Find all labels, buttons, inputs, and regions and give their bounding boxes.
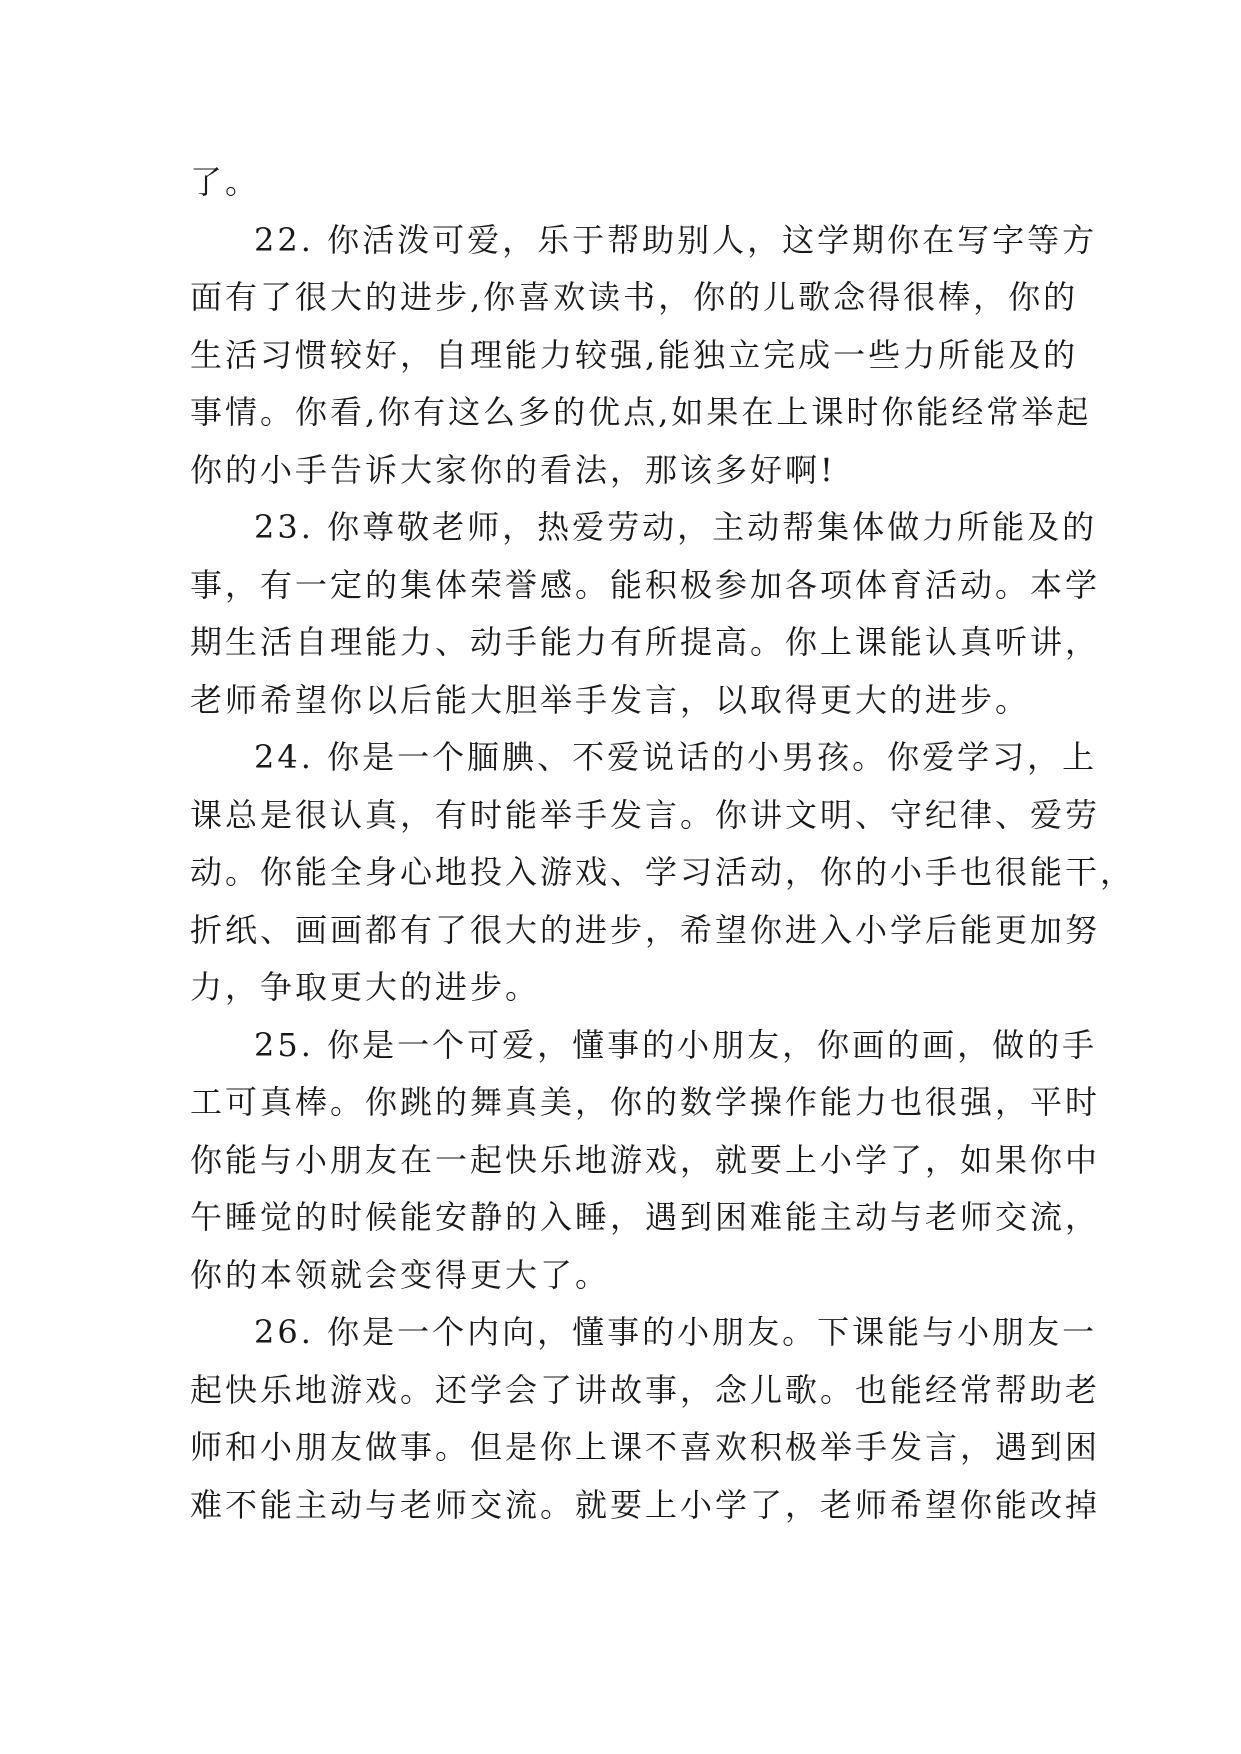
- document-body: [190, 154, 1136, 1534]
- text-line: 课总是很认真，有时能举手发言。你讲文明、守纪律、爱劳: [190, 795, 1101, 834]
- paragraph-start-23: 23. 你尊敬老师，热爱劳动，主动帮集体做力所能及的: [254, 508, 1098, 546]
- text-line: 了。: [190, 163, 261, 201]
- paragraph-start-26: 26. 你是一个内向，懂事的小朋友。下课能与小朋友一: [254, 1313, 1098, 1351]
- text-line: 老师希望你以后能大胆举手发言，以取得更大的进步。: [190, 680, 1031, 719]
- text-line: 你能与小朋友在一起快乐地游戏，就要上小学了，如果你中: [190, 1140, 1101, 1179]
- paragraph-start-25: 25. 你是一个可爱，懂事的小朋友，你画的画，做的手: [254, 1025, 1098, 1064]
- text-line: 力，争取更大的进步。: [190, 968, 541, 1006]
- text-line: 动。你能全身心地投入游戏、学习活动，你的小手也很能干，: [190, 853, 1136, 891]
- text-line: 期生活自理能力、动手能力有所提高。你上课能认真听讲，: [190, 623, 1101, 661]
- text-line: 起快乐地游戏。还学会了讲故事，念儿歌。也能经常帮助老: [190, 1370, 1101, 1409]
- paragraph-start-22: 22. 你活泼可爱，乐于帮助别人，这学期你在写字等方: [254, 220, 1098, 259]
- text-line: 你的小手告诉大家你的看法，那该多好啊!: [190, 450, 836, 489]
- text-line: 师和小朋友做事。但是你上课不喜欢积极举手发言，遇到困: [190, 1428, 1101, 1466]
- text-line: 生活习惯较好，自理能力较强,能独立完成一些力所能及的: [190, 335, 1079, 374]
- text-line: 面有了很大的进步,你喜欢读书，你的儿歌念得很棒，你的: [190, 278, 1079, 316]
- text-line: 事，有一定的集体荣誉感。能积极参加各项体育活动。本学: [190, 565, 1101, 604]
- text-line: 你的本领就会变得更大了。: [190, 1255, 611, 1294]
- text-line: 工可真棒。你跳的舞真美，你的数学操作能力也很强，平时: [190, 1083, 1101, 1121]
- text-line: 午睡觉的时候能安静的入睡，遇到困难能主动与老师交流，: [190, 1198, 1101, 1236]
- paragraph-start-24: 24. 你是一个腼腆、不爱说话的小男孩。你爱学习，上: [254, 738, 1098, 776]
- text-line: 事情。你看,你有这么多的优点,如果在上课时你能经常举起: [190, 393, 1092, 431]
- text-line: 折纸、画画都有了很大的进步，希望你进入小学后能更加努: [190, 910, 1101, 949]
- text-line: 难不能主动与老师交流。就要上小学了，老师希望你能改掉: [190, 1485, 1101, 1524]
